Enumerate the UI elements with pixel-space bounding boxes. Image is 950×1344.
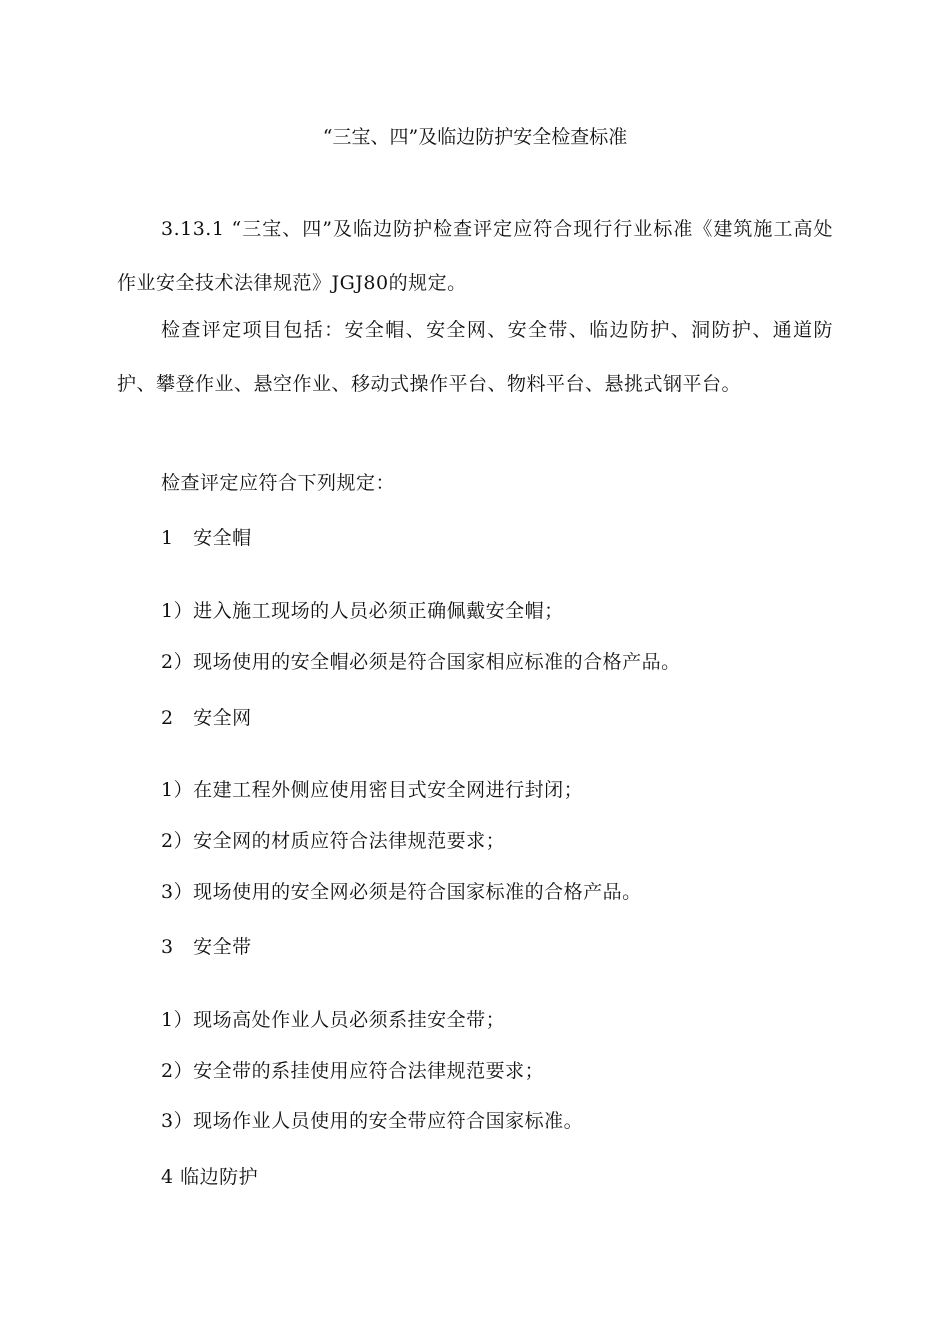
rules-lead: 检查评定应符合下列规定： [161, 472, 396, 494]
list-item: 2）现场使用的安全帽必须是符合国家相应标准的合格产品。 [161, 651, 681, 673]
intro-paragraph-standard: 3.13.1 “三宝、四”及临边防护检查评定应符合现行行业标准《建筑施工高处作业安全技术法律规范》JGJ80的规定。 [117, 218, 833, 294]
list-item: 1）进入施工现场的人员必须正确佩戴安全帽； [161, 600, 564, 622]
list-item: 3）现场使用的安全网必须是符合国家标准的合格产品。 [161, 881, 642, 903]
section-heading-safety-belt: 3 安全带 [161, 936, 252, 958]
list-item: 2）安全带的系挂使用应符合法律规范要求； [161, 1060, 545, 1082]
list-item: 2）安全网的材质应符合法律规范要求； [161, 830, 506, 852]
list-item: 1）现场高处作业人员必须系挂安全带； [161, 1009, 506, 1031]
intro-paragraph-items: 检查评定项目包括：安全帽、安全网、安全带、临边防护、洞防护、通道防护、攀登作业、悬空作业、移动式操作平台、物料平台、悬挑式钢平台。 [117, 319, 833, 395]
list-item: 3）现场作业人员使用的安全带应符合国家标准。 [161, 1110, 584, 1132]
section-heading-helmet: 1 安全帽 [161, 527, 252, 549]
document-title: “三宝、四”及临边防护安全检查标准 [322, 126, 628, 148]
list-item: 1）在建工程外侧应使用密目式安全网进行封闭； [161, 779, 584, 801]
section-heading-edge-protection: 4 临边防护 [161, 1166, 259, 1188]
section-heading-safety-net: 2 安全网 [161, 707, 252, 729]
